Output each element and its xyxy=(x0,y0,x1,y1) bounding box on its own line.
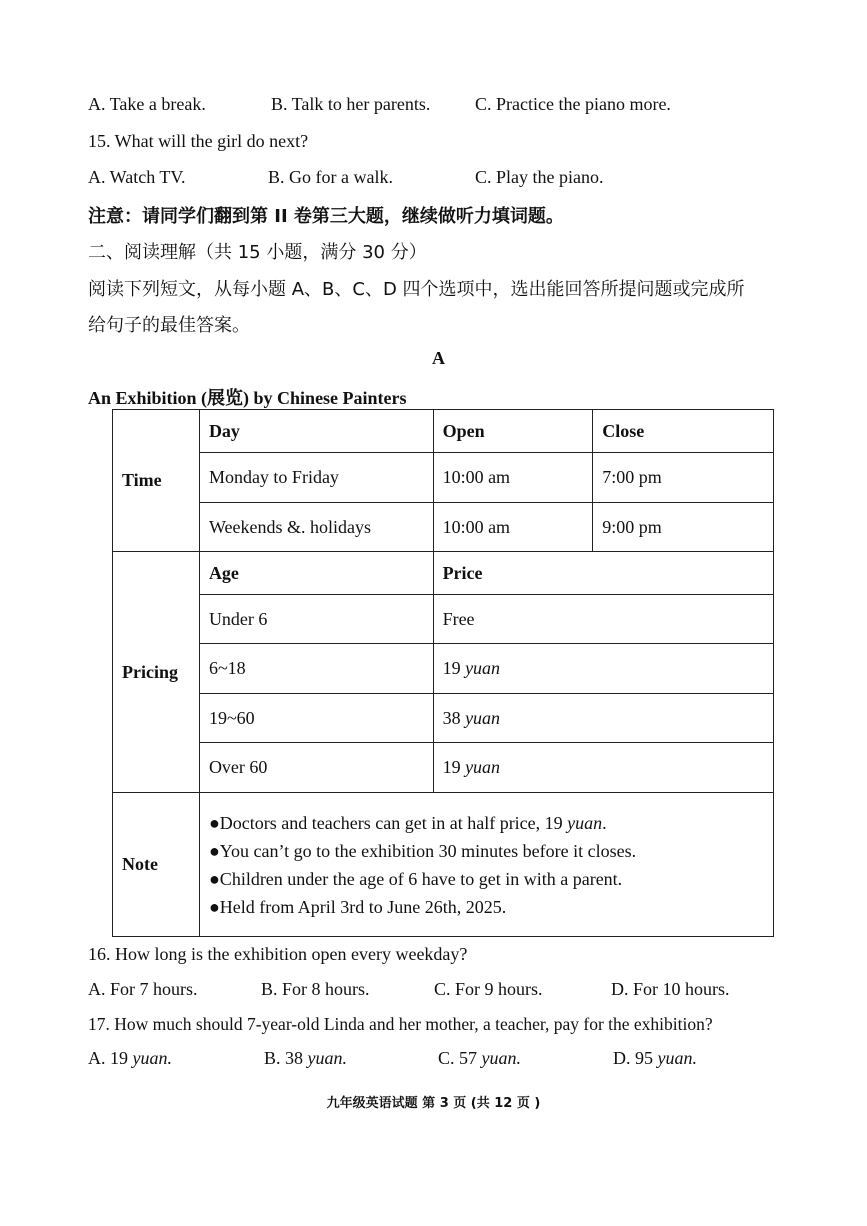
time-open-cell: 10:00 am xyxy=(433,453,593,503)
pricing-price-cell xyxy=(433,595,773,644)
pricing-price-cell xyxy=(433,644,773,694)
pricing-header-price: Price xyxy=(433,552,773,595)
q17-option-b xyxy=(264,1048,347,1069)
q17-option-d xyxy=(613,1048,697,1069)
q16-option-a: A. For 7 hours. xyxy=(88,979,198,999)
note-item: ●Doctors and teachers can get in at half price, 19 yuan. xyxy=(208,812,607,833)
q17-question: 17. How much should 7-year-old Linda and her mother, a teacher, pay for the exhibition? xyxy=(88,1014,713,1034)
pricing-price-cell xyxy=(433,743,773,793)
q16-option-c: C. For 9 hours. xyxy=(434,979,543,999)
notice: 注意：请同学们翻到第 II 卷第三大题，继续做听力填词题。 xyxy=(88,206,564,227)
q16-option-d: D. For 10 hours. xyxy=(611,979,730,999)
time-row xyxy=(113,503,774,552)
price-unit: yuan xyxy=(465,757,501,777)
note-item: ●Held from April 3rd to June 26th, 2025. xyxy=(208,896,507,917)
price-amount: Free xyxy=(442,608,475,629)
time-day-cell: Weekends &. holidays xyxy=(199,503,433,552)
price-unit: yuan xyxy=(465,707,501,728)
time-header-row xyxy=(113,410,774,453)
pricing-header-row xyxy=(113,552,774,595)
option-unit: yuan. xyxy=(132,1048,172,1068)
option-letter: A. 19 xyxy=(88,1048,128,1068)
pricing-age-cell: Under 6 xyxy=(199,595,433,644)
q14-option-b: B. Talk to her parents. xyxy=(271,94,431,114)
pricing-label: Pricing xyxy=(113,552,200,793)
pricing-row xyxy=(113,644,774,694)
note-list xyxy=(199,793,773,937)
time-close-cell: 9:00 pm xyxy=(593,503,774,552)
pricing-price-cell xyxy=(433,694,773,743)
q15-option-c: C. Play the piano. xyxy=(475,167,604,187)
option-unit: yuan. xyxy=(657,1048,697,1068)
q17-option-c xyxy=(438,1048,521,1069)
page-footer: 九年级英语试题 第 3 页 (共 12 页 ) xyxy=(326,1096,541,1111)
note-item: ●Children under the age of 6 have to get in with a parent. xyxy=(208,868,623,889)
price-amount: 19 xyxy=(442,757,461,777)
time-header-day: Day xyxy=(199,410,433,453)
option-letter: B. 38 xyxy=(264,1048,304,1068)
note-row xyxy=(113,793,774,937)
section2-instruction-line1: 阅读下列短文，从每小题 A、B、C、D 四个选项中，选出能回答所提问题或完成所 xyxy=(88,279,745,300)
pricing-header-age: Age xyxy=(199,552,433,595)
q16-option-b: B. For 8 hours. xyxy=(261,979,370,999)
passage-letter: A xyxy=(432,348,445,368)
price-unit: yuan xyxy=(465,658,501,678)
option-unit: yuan. xyxy=(481,1048,522,1068)
time-row xyxy=(113,453,774,503)
time-close-cell: 7:00 pm xyxy=(593,453,774,503)
price-amount: 19 xyxy=(442,658,461,678)
section2-heading: 二、阅读理解（共 15 小题，满分 30 分） xyxy=(88,242,427,263)
q16-question: 16. How long is the exhibition open every weekday? xyxy=(88,944,468,964)
q15-question: 15. What will the girl do next? xyxy=(88,131,309,151)
q15-option-a: A. Watch TV. xyxy=(88,167,186,187)
pricing-row xyxy=(113,595,774,644)
time-day-cell: Monday to Friday xyxy=(199,453,433,503)
q14-option-c: C. Practice the piano more. xyxy=(475,94,671,114)
note-item: ●You can’t go to the exhibition 30 minutes before it closes. xyxy=(208,840,637,861)
pricing-age-cell: Over 60 xyxy=(199,743,433,793)
pricing-age-cell: 6~18 xyxy=(199,644,433,694)
section2-instruction-line2: 给句子的最佳答案。 xyxy=(88,315,250,336)
q15-option-b: B. Go for a walk. xyxy=(268,167,393,187)
note-label: Note xyxy=(113,793,200,937)
price-amount: 38 xyxy=(442,707,461,728)
time-label: Time xyxy=(113,410,200,552)
pricing-row xyxy=(113,743,774,793)
pricing-age-cell: 19~60 xyxy=(199,694,433,743)
option-unit: yuan. xyxy=(307,1048,348,1068)
q17-option-a xyxy=(88,1048,172,1069)
exhibition-table xyxy=(112,409,774,937)
time-header-close: Close xyxy=(593,410,774,453)
option-letter: D. 95 xyxy=(613,1048,653,1068)
time-header-open: Open xyxy=(433,410,593,453)
option-letter: C. 57 xyxy=(438,1048,478,1068)
q14-option-a: A. Take a break. xyxy=(88,94,206,114)
pricing-row xyxy=(113,694,774,743)
time-open-cell: 10:00 am xyxy=(433,503,593,552)
exhibition-title: An Exhibition (展览) by Chinese Painters xyxy=(88,388,407,408)
